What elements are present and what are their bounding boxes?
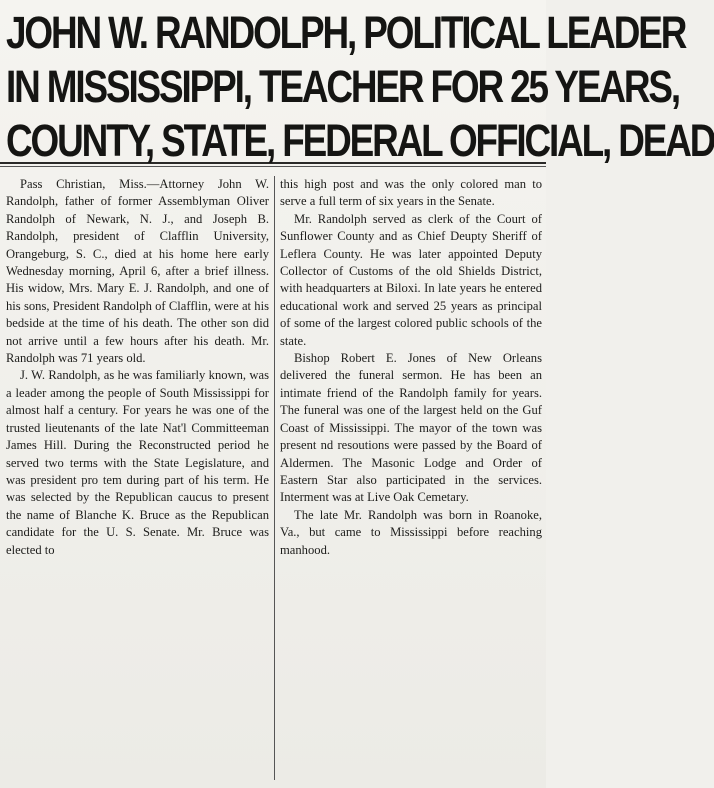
paragraph: J. W. Randolph, as he was familiarly known, was a leader among the people of South Mississippi for almost half a century. For years he was one of the trusted lieutenants of the late Nat'l Committeeman James Hill. During the Reconstructed period he served two terms with the State Legislature, and was president pro tem during part of his term. He was selected by the Republican caucus to present the name of Blanche K. Bruce as the Republican candidate for the U. S. Senate. Mr. Bruce was elected to	[6, 368, 269, 557]
column-divider	[274, 176, 275, 780]
headline-line-2: IN MISSISSIPPI, TEACHER FOR 25 YEARS,	[6, 61, 679, 112]
left-column	[6, 176, 269, 559]
right-column	[280, 176, 542, 559]
headline	[0, 0, 714, 166]
paragraph: Mr. Randolph served as clerk of the Court of Sunflower County and as Chief Deupty Sheriff of Leflera County. He was later appointed Deputy Collector of Customs of the old Shields District, with headquarters at Biloxi. In late years he entered educational work and served 25 years as principal of some of the largest colored public schools of the state.	[280, 211, 542, 348]
paragraph: Bishop Robert E. Jones of New Orleans delivered the funeral sermon. He has been an intimate friend of the Randolph family for years. The funeral was one of the largest held on the Guf Coast of Mississippi. The mayor of the town was present nd resoutions were passed by the Board of Aldermen. The Masonic Lodge and Order of Eastern Star also participated in the services. Interment was at Live Oak Cemetary.	[280, 351, 542, 505]
paragraph: Pass Christian, Miss.—Attorney John W. Randolph, father of former Assemblyman Oliver Randolph of Newark, N. J., and Joseph B. Randolph, president of Clafflin University, Orangeburg, S. C., died at his home here early Wednesday morning, April 6, after a brief illness. His widow, Mrs. Mary E. J. Randolph, and one of his sons, President Randolph of Clafflin, were at his bedside at the time of his death. The other son did not arrive until a few hours after his death. Mr. Randolph was 71 years old.	[6, 177, 269, 366]
headline-line-1: JOHN W. RANDOLPH, POLITICAL LEADER	[6, 7, 686, 58]
article-body	[0, 172, 546, 788]
paragraph: The late Mr. Randolph was born in Roanoke, Va., but came to Mississippi before reaching manhood.	[280, 507, 542, 557]
headline-line-3: COUNTY, STATE, FEDERAL OFFICIAL, DEAD	[6, 115, 714, 166]
paragraph: this high post and was the only colored man to serve a full term of six years in the Senate.	[280, 177, 542, 209]
